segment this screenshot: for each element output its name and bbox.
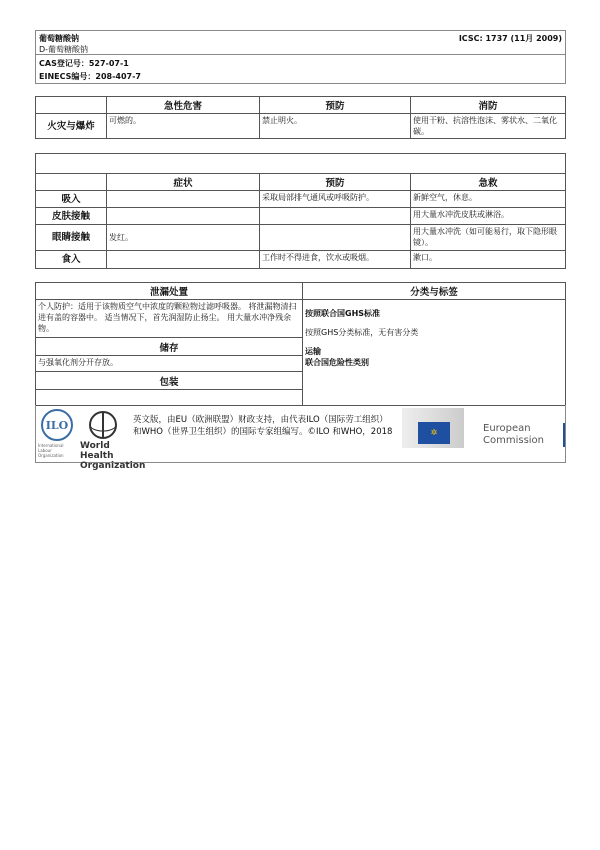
eu-flag-icon: ✲	[418, 422, 450, 444]
prevention-cell	[260, 225, 411, 251]
chemical-name: 葡萄糖酸钠	[39, 34, 79, 43]
header-prevention: 预防	[260, 174, 411, 191]
ilo-logo-icon	[39, 408, 75, 442]
spill-title: 泄漏处置	[36, 283, 303, 300]
table-row	[36, 191, 566, 208]
packaging-text	[36, 390, 303, 406]
prevention-cell	[260, 208, 411, 225]
header-first-aid: 急救	[411, 174, 566, 191]
hazard-cell: 可燃的。	[107, 114, 260, 139]
storage-title: 储存	[36, 338, 303, 356]
row-label: 吸入	[36, 191, 107, 208]
symptoms-cell	[107, 251, 260, 269]
row-label: 皮肤接触	[36, 208, 107, 225]
prevention-cell: 禁止明火。	[260, 114, 411, 139]
ghs-text: 按照GHS分类标准，无有害分类	[305, 328, 419, 337]
prevention-cell: 采取局部排气通风或呼吸防护。	[260, 191, 411, 208]
row-label: 食入	[36, 251, 107, 269]
header-fighting: 消防	[411, 97, 566, 114]
svg-text:ILO: ILO	[45, 419, 69, 432]
ec-text: European Commission	[483, 423, 565, 447]
first-aid-cell: 漱口。	[411, 251, 566, 269]
symptoms-cell: 发红。	[107, 225, 260, 251]
synonym: D-葡萄糖酸钠	[39, 45, 89, 54]
spill-text: 个人防护：适用于该物质空气中浓度的颗粒物过滤呼吸器。 将泄漏物清扫进有盖的容器中。 适当情况下，首先润湿防止扬尘。 用大量水冲净残余物。	[36, 300, 303, 338]
footer	[35, 405, 566, 471]
cas-number: CAS登记号：527-07-1	[39, 59, 129, 68]
row-label: 眼睛接触	[36, 225, 107, 251]
symptoms-cell	[107, 208, 260, 225]
classification-cell	[303, 300, 566, 406]
header-box	[35, 30, 566, 84]
prevention-cell: 工作时不得进食，饮水或吸烟。	[260, 251, 411, 269]
name-row	[36, 31, 565, 55]
who-logo-icon	[84, 408, 122, 442]
symptoms-cell	[107, 191, 260, 208]
ghs-title: 按照联合国GHS标准	[305, 309, 381, 318]
classification-title: 分类与标签	[303, 283, 566, 300]
blank-row	[36, 154, 566, 174]
fire-table	[35, 96, 566, 139]
icsc-number: ICSC: 1737 (11月 2009)	[458, 34, 562, 43]
spill-classification-table	[35, 282, 566, 406]
first-aid-cell: 新鲜空气，休息。	[411, 191, 566, 208]
storage-text: 与强氧化剂分开存放。	[36, 356, 303, 372]
exposure-table	[35, 153, 566, 269]
header-symptoms: 症状	[107, 174, 260, 191]
transport-title: 运输	[305, 347, 321, 356]
table-row	[36, 225, 566, 251]
who-text: World Health Organization	[80, 441, 146, 471]
row-label: 火灾与爆炸	[36, 114, 107, 139]
table-row	[36, 251, 566, 269]
fighting-cell: 使用干粉、抗溶性泡沫、雾状水、二氧化碳。	[411, 114, 566, 139]
first-aid-cell: 用大量水冲洗（如可能易行，取下隐形眼镜）。	[411, 225, 566, 251]
un-class: 联合国危险性类别	[305, 358, 369, 367]
ilo-text: International Labour Organization	[38, 443, 64, 458]
header-blank	[36, 97, 107, 114]
header-hazard: 急性危害	[107, 97, 260, 114]
header-blank	[36, 174, 107, 191]
einecs-number: EINECS编号：208-407-7	[39, 72, 141, 81]
credit-text: 英文版，由EU（欧洲联盟）财政支持，由代表ILO（国际劳工组织）和WHO（世界卫生组织）的国际专家组编写。©ILO 和WHO，2018	[133, 415, 393, 437]
first-aid-cell: 用大量水冲洗皮肤或淋浴。	[411, 208, 566, 225]
packaging-title: 包装	[36, 372, 303, 390]
header-prevention: 预防	[260, 97, 411, 114]
table-row	[36, 208, 566, 225]
